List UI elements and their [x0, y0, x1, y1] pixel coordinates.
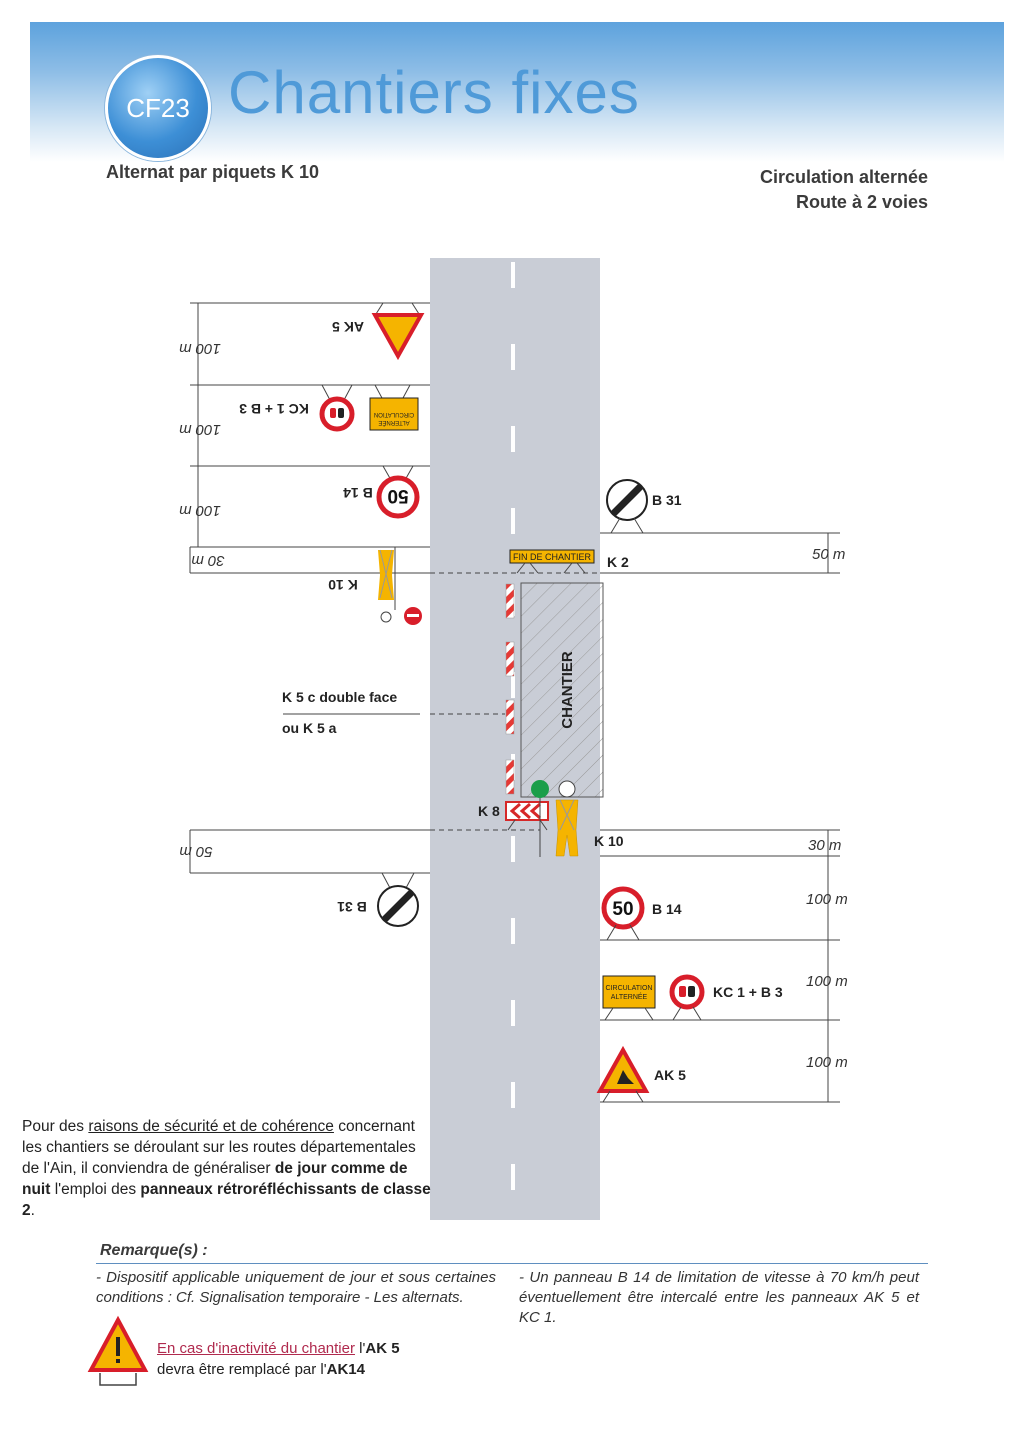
- left-kc1-b3-label: KC 1 + B 3: [239, 401, 309, 417]
- subtitle-left: Alternat par piquets K 10: [106, 162, 320, 182]
- left-b31-sign: [378, 873, 418, 926]
- left-circulation-line1: CIRCULATION: [373, 411, 415, 417]
- left-guide-lines: [190, 303, 430, 873]
- remark-right: - Un panneau B 14 de limitation de vitesse à 70 km/h peut éventuellement être intercalé entre les panneaux AK 5 et KC 1.: [519, 1269, 919, 1326]
- left-k10-flagman: [378, 547, 422, 625]
- k2-panel-text: FIN DE CHANTIER: [512, 552, 592, 562]
- warn-mid: l': [354, 1340, 366, 1357]
- k8-label: K 8: [478, 803, 500, 819]
- warn-line2: devra être remplacé par l': [157, 1361, 327, 1378]
- para-part1: Pour des: [22, 1118, 89, 1135]
- right-circulation-line1: CIRCULATION: [605, 985, 653, 992]
- left-ak5-label: AK 5: [332, 319, 364, 335]
- right-b31-label: B 31: [652, 492, 682, 508]
- left-b14-label: B 14: [343, 485, 373, 501]
- page-title: Chantiers fixes: [228, 59, 640, 126]
- left-dist-b31: 50 m: [179, 843, 213, 860]
- right-k2-label: K 2: [607, 554, 629, 570]
- right-b14-value: 50: [612, 899, 634, 920]
- right-b14-label: B 14: [652, 901, 682, 917]
- subtitle-right-line2: Route à 2 voies: [795, 192, 928, 212]
- left-k10-label: K 10: [328, 577, 358, 593]
- para-part3: concernant les chantiers se déroulant sur les routes départementales de l'Ain, il conviendra de généraliser: [22, 1118, 416, 1177]
- remarks-divider: [96, 1263, 928, 1264]
- left-b14-value: 50: [387, 485, 409, 506]
- left-circulation-line2: ALTERNÉE: [378, 419, 410, 425]
- warn-ak14: AK14: [326, 1361, 365, 1378]
- k5-label-line2: ou K 5 a: [282, 720, 337, 736]
- right-b31-sign: [607, 480, 647, 533]
- para-part6: panneaux rétroréfléchissants de classe 2: [22, 1181, 431, 1219]
- para-part4: de jour comme de nuit: [22, 1160, 408, 1198]
- para-part7: .: [30, 1202, 35, 1219]
- work-zone-label: CHANTIER: [558, 651, 576, 729]
- left-b31-label: B 31: [337, 899, 367, 915]
- right-dist-kc1: 100 m: [806, 973, 848, 990]
- para-part2: raisons de sécurité et de cohérence: [88, 1118, 334, 1135]
- left-dist-ak5: 100 m: [179, 340, 221, 357]
- warn-ak5: AK 5: [365, 1340, 400, 1357]
- inactivity-link[interactable]: En cas d'inactivité du chantier: [157, 1340, 355, 1357]
- right-ak5-sign: [600, 1050, 646, 1102]
- inactivity-warning: [157, 1338, 400, 1380]
- safety-paragraph: [22, 1116, 432, 1221]
- right-dist-k10: 30 m: [808, 837, 842, 854]
- left-dist-kc1: 100 m: [179, 421, 221, 438]
- left-dist-b14: 100 m: [179, 502, 221, 519]
- left-dist-k10: 30 m: [191, 552, 225, 569]
- right-guide-lines: [600, 533, 840, 1102]
- right-k10-label: K 10: [594, 833, 624, 849]
- cf23-badge: CF23: [105, 55, 211, 161]
- subtitle-right-line1: Circulation alternée: [759, 167, 928, 187]
- warning-icon: [91, 1320, 145, 1385]
- para-part5: l'emploi des: [50, 1181, 141, 1198]
- k5-label-line1: K 5 c double face: [282, 689, 398, 705]
- right-dist-b31: 50 m: [812, 546, 846, 563]
- remarks-title: Remarque(s) :: [100, 1242, 208, 1259]
- remark-left: - Dispositif applicable uniquement de jour et sous certaines conditions : Cf. Signalisation temporaire - Les alternats.: [96, 1269, 496, 1306]
- left-ak5-sign: [375, 303, 421, 356]
- right-ak5-label: AK 5: [654, 1067, 686, 1083]
- right-circulation-line2: ALTERNÉE: [610, 994, 648, 1001]
- right-kc1-b3-label: KC 1 + B 3: [713, 984, 783, 1000]
- right-dist-b14: 100 m: [806, 891, 848, 908]
- right-dist-ak5: 100 m: [806, 1054, 848, 1071]
